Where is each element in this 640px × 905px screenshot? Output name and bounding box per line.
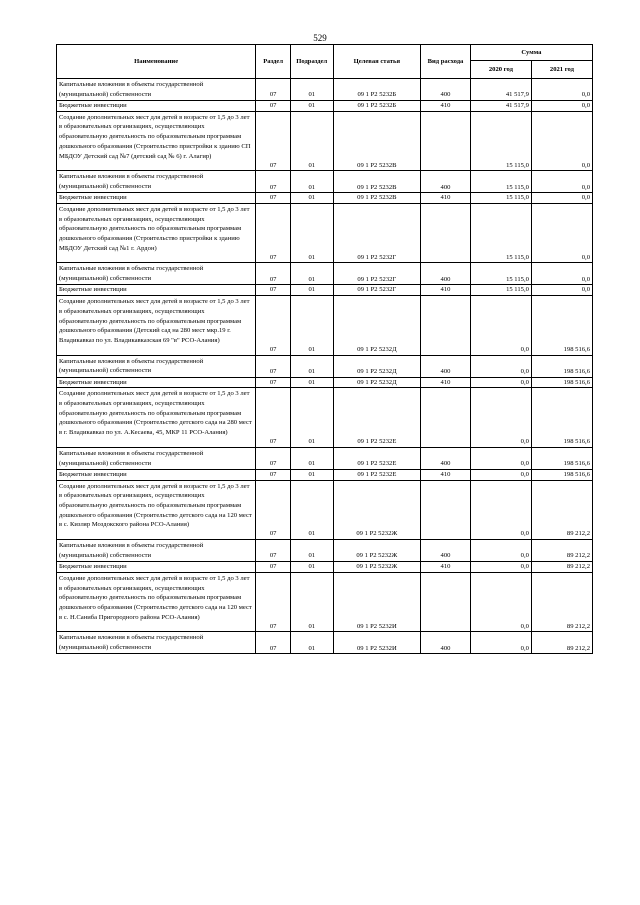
row-2020-cell: 15 115,0 — [470, 193, 531, 204]
row-target-cell: 09 1 P2 5232В — [333, 193, 420, 204]
row-2020-cell: 15 115,0 — [470, 285, 531, 296]
row-razdel-cell: 07 — [256, 111, 291, 171]
row-name-cell: Капитальные вложения в объекты государственной (муниципальной) собственности — [57, 632, 256, 654]
row-expense-type-cell — [421, 111, 471, 171]
row-target-cell: 09 1 P2 5232В — [333, 171, 420, 193]
row-2021-cell: 198 516,6 — [531, 377, 592, 388]
row-razdel-cell: 07 — [256, 193, 291, 204]
row-2020-cell: 41 517,9 — [470, 101, 531, 112]
row-2021-cell: 198 516,6 — [531, 469, 592, 480]
row-expense-type-cell — [421, 203, 471, 263]
row-target-cell: 09 1 P2 5232Г — [333, 203, 420, 263]
row-target-cell: 09 1 P2 5232Г — [333, 285, 420, 296]
row-name-cell: Бюджетные инвестиции — [57, 377, 256, 388]
row-razdel-cell: 07 — [256, 285, 291, 296]
row-2020-cell: 15 115,0 — [470, 203, 531, 263]
row-expense-type-cell: 410 — [421, 469, 471, 480]
row-2020-cell: 0,0 — [470, 355, 531, 377]
row-razdel-cell: 07 — [256, 447, 291, 469]
row-2020-cell: 0,0 — [470, 572, 531, 632]
row-name-cell: Бюджетные инвестиции — [57, 562, 256, 573]
row-podrazdel-cell: 01 — [290, 296, 333, 356]
row-razdel-cell: 07 — [256, 101, 291, 112]
header-2021: 2021 год — [531, 61, 592, 79]
row-target-cell: 09 1 P2 5232Б — [333, 79, 420, 101]
budget-table — [56, 44, 593, 654]
row-razdel-cell: 07 — [256, 540, 291, 562]
row-target-cell: 09 1 P2 5232Д — [333, 296, 420, 356]
row-expense-type-cell: 400 — [421, 632, 471, 654]
header-razdel: Раздел — [256, 45, 291, 79]
table-row — [57, 101, 593, 112]
row-2021-cell: 198 516,6 — [531, 447, 592, 469]
row-expense-type-cell: 400 — [421, 540, 471, 562]
table-row — [57, 263, 593, 285]
row-podrazdel-cell: 01 — [290, 203, 333, 263]
row-name-cell: Капитальные вложения в объекты государственной (муниципальной) собственности — [57, 263, 256, 285]
row-expense-type-cell: 400 — [421, 263, 471, 285]
row-podrazdel-cell: 01 — [290, 355, 333, 377]
row-expense-type-cell: 410 — [421, 101, 471, 112]
row-podrazdel-cell: 01 — [290, 263, 333, 285]
row-razdel-cell: 07 — [256, 632, 291, 654]
header-target: Целевая статья — [333, 45, 420, 79]
row-target-cell: 09 1 P2 5232Е — [333, 388, 420, 448]
row-name-cell: Бюджетные инвестиции — [57, 101, 256, 112]
row-expense-type-cell: 410 — [421, 562, 471, 573]
table-row — [57, 480, 593, 540]
row-2021-cell: 89 212,2 — [531, 562, 592, 573]
header-sum: Сумма — [470, 45, 592, 61]
row-podrazdel-cell: 01 — [290, 79, 333, 101]
row-name-cell: Создание дополнительных мест для детей в возрасте от 1,5 до 3 лет в образовательных организациях, осуществляющих образовательную деятельность по образовательным программам дошкольного образования (Строительство пристройки к зданию СП МБДОУ Детский сад №7 (детский сад № 6) г. Алагир) — [57, 111, 256, 171]
table-row — [57, 377, 593, 388]
row-2021-cell: 0,0 — [531, 193, 592, 204]
row-target-cell: 09 1 P2 5232Е — [333, 469, 420, 480]
row-expense-type-cell — [421, 572, 471, 632]
row-2021-cell: 89 212,2 — [531, 572, 592, 632]
table-row — [57, 447, 593, 469]
header-2020: 2020 год — [470, 61, 531, 79]
row-razdel-cell: 07 — [256, 469, 291, 480]
table-row — [57, 572, 593, 632]
table-row — [57, 388, 593, 448]
row-name-cell: Бюджетные инвестиции — [57, 285, 256, 296]
row-name-cell: Капитальные вложения в объекты государственной (муниципальной) собственности — [57, 355, 256, 377]
row-podrazdel-cell: 01 — [290, 285, 333, 296]
header-name: Наименование — [57, 45, 256, 79]
row-name-cell: Капитальные вложения в объекты государственной (муниципальной) собственности — [57, 171, 256, 193]
table-row — [57, 111, 593, 171]
row-2021-cell: 0,0 — [531, 263, 592, 285]
row-target-cell: 09 1 P2 5232И — [333, 632, 420, 654]
row-razdel-cell: 07 — [256, 355, 291, 377]
row-expense-type-cell: 400 — [421, 79, 471, 101]
row-target-cell: 09 1 P2 5232Ж — [333, 540, 420, 562]
row-name-cell: Капитальные вложения в объекты государственной (муниципальной) собственности — [57, 447, 256, 469]
row-2020-cell: 0,0 — [470, 540, 531, 562]
row-2020-cell: 0,0 — [470, 296, 531, 356]
table-body — [57, 79, 593, 654]
page-number: 529 — [313, 33, 327, 43]
row-target-cell: 09 1 P2 5232Д — [333, 377, 420, 388]
row-2021-cell: 89 212,2 — [531, 540, 592, 562]
row-2020-cell: 0,0 — [470, 632, 531, 654]
row-2020-cell: 0,0 — [470, 469, 531, 480]
row-razdel-cell: 07 — [256, 377, 291, 388]
row-name-cell: Создание дополнительных мест для детей в возрасте от 1,5 до 3 лет в образовательных организациях, осуществляющих образовательную деятельность по образовательным программам дошкольного образования (Строительство пристройки к зданию МБДОУ Детский сад №1 г. Ардон) — [57, 203, 256, 263]
row-razdel-cell: 07 — [256, 562, 291, 573]
row-2020-cell: 15 115,0 — [470, 111, 531, 171]
row-razdel-cell: 07 — [256, 296, 291, 356]
row-2020-cell: 15 115,0 — [470, 171, 531, 193]
header-expense-type: Вид расхода — [421, 45, 471, 79]
row-target-cell: 09 1 P2 5232В — [333, 111, 420, 171]
row-2021-cell: 198 516,6 — [531, 388, 592, 448]
row-2020-cell: 41 517,9 — [470, 79, 531, 101]
row-2021-cell: 198 516,6 — [531, 296, 592, 356]
row-razdel-cell: 07 — [256, 171, 291, 193]
row-2021-cell: 89 212,2 — [531, 480, 592, 540]
table-row — [57, 540, 593, 562]
table-row — [57, 79, 593, 101]
row-expense-type-cell: 410 — [421, 193, 471, 204]
row-podrazdel-cell: 01 — [290, 562, 333, 573]
row-2020-cell: 0,0 — [470, 562, 531, 573]
row-razdel-cell: 07 — [256, 572, 291, 632]
row-name-cell: Бюджетные инвестиции — [57, 193, 256, 204]
row-2021-cell: 0,0 — [531, 101, 592, 112]
row-2021-cell: 198 516,6 — [531, 355, 592, 377]
row-name-cell: Создание дополнительных мест для детей в возрасте от 1,5 до 3 лет в образовательных организациях, осуществляющих образовательную деятельность по образовательным программам дошкольного образования (Детский сад на 280 мест мкр.19 г. Владикавказ по ул. Владикавказская 69 "в" РСО-Алания) — [57, 296, 256, 356]
table-row — [57, 562, 593, 573]
row-expense-type-cell — [421, 296, 471, 356]
row-expense-type-cell: 410 — [421, 285, 471, 296]
row-podrazdel-cell: 01 — [290, 377, 333, 388]
row-podrazdel-cell: 01 — [290, 632, 333, 654]
row-podrazdel-cell: 01 — [290, 171, 333, 193]
table-row — [57, 203, 593, 263]
row-expense-type-cell: 410 — [421, 377, 471, 388]
table-row — [57, 355, 593, 377]
row-target-cell: 09 1 P2 5232Е — [333, 447, 420, 469]
row-2021-cell: 0,0 — [531, 79, 592, 101]
row-podrazdel-cell: 01 — [290, 480, 333, 540]
row-target-cell: 09 1 P2 5232Д — [333, 355, 420, 377]
row-podrazdel-cell: 01 — [290, 469, 333, 480]
row-razdel-cell: 07 — [256, 388, 291, 448]
row-name-cell: Капитальные вложения в объекты государственной (муниципальной) собственности — [57, 79, 256, 101]
row-target-cell: 09 1 P2 5232Г — [333, 263, 420, 285]
row-razdel-cell: 07 — [256, 263, 291, 285]
table-row — [57, 296, 593, 356]
row-target-cell: 09 1 P2 5232И — [333, 572, 420, 632]
row-2020-cell: 0,0 — [470, 377, 531, 388]
row-name-cell: Создание дополнительных мест для детей в возрасте от 1,5 до 3 лет в образовательных организациях, осуществляющих образовательную деятельность по образовательным программам дошкольного образования (Строительство детского сада на 120 мест в с. Н.Саниба Пригородного района РСО-Алания) — [57, 572, 256, 632]
row-name-cell: Создание дополнительных мест для детей в возрасте от 1,5 до 3 лет в образовательных организациях, осуществляющих образовательную деятельность по образовательным программам дошкольного образования (Строительство детского сада на 280 мест в г. Владикавказ по ул. А.Кесаева, 45, МКР 11 РСО-Алания) — [57, 388, 256, 448]
row-2021-cell: 0,0 — [531, 171, 592, 193]
table-row — [57, 171, 593, 193]
row-2021-cell: 89 212,2 — [531, 632, 592, 654]
row-2020-cell: 0,0 — [470, 447, 531, 469]
header-podrazdel: Подраздел — [290, 45, 333, 79]
row-expense-type-cell: 400 — [421, 355, 471, 377]
table-row — [57, 285, 593, 296]
row-podrazdel-cell: 01 — [290, 572, 333, 632]
row-target-cell: 09 1 P2 5232Ж — [333, 562, 420, 573]
row-expense-type-cell — [421, 388, 471, 448]
row-name-cell: Бюджетные инвестиции — [57, 469, 256, 480]
row-podrazdel-cell: 01 — [290, 540, 333, 562]
row-razdel-cell: 07 — [256, 203, 291, 263]
table-row — [57, 632, 593, 654]
table-row — [57, 469, 593, 480]
row-target-cell: 09 1 P2 5232Ж — [333, 480, 420, 540]
table-row — [57, 193, 593, 204]
row-2020-cell: 0,0 — [470, 480, 531, 540]
row-podrazdel-cell: 01 — [290, 111, 333, 171]
row-razdel-cell: 07 — [256, 79, 291, 101]
row-target-cell: 09 1 P2 5232Б — [333, 101, 420, 112]
row-razdel-cell: 07 — [256, 480, 291, 540]
row-podrazdel-cell: 01 — [290, 447, 333, 469]
row-2021-cell: 0,0 — [531, 111, 592, 171]
row-2021-cell: 0,0 — [531, 285, 592, 296]
row-2020-cell: 15 115,0 — [470, 263, 531, 285]
row-name-cell: Капитальные вложения в объекты государственной (муниципальной) собственности — [57, 540, 256, 562]
row-expense-type-cell — [421, 480, 471, 540]
row-name-cell: Создание дополнительных мест для детей в возрасте от 1,5 до 3 лет в образовательных организациях, осуществляющих образовательную деятельность по образовательным программам дошкольного образования (Строительство детского сада на 120 мест в с. Кизляр Моздокского района РСО-Алания) — [57, 480, 256, 540]
row-2021-cell: 0,0 — [531, 203, 592, 263]
row-expense-type-cell: 400 — [421, 171, 471, 193]
row-2020-cell: 0,0 — [470, 388, 531, 448]
row-podrazdel-cell: 01 — [290, 388, 333, 448]
row-podrazdel-cell: 01 — [290, 193, 333, 204]
row-podrazdel-cell: 01 — [290, 101, 333, 112]
row-expense-type-cell: 400 — [421, 447, 471, 469]
